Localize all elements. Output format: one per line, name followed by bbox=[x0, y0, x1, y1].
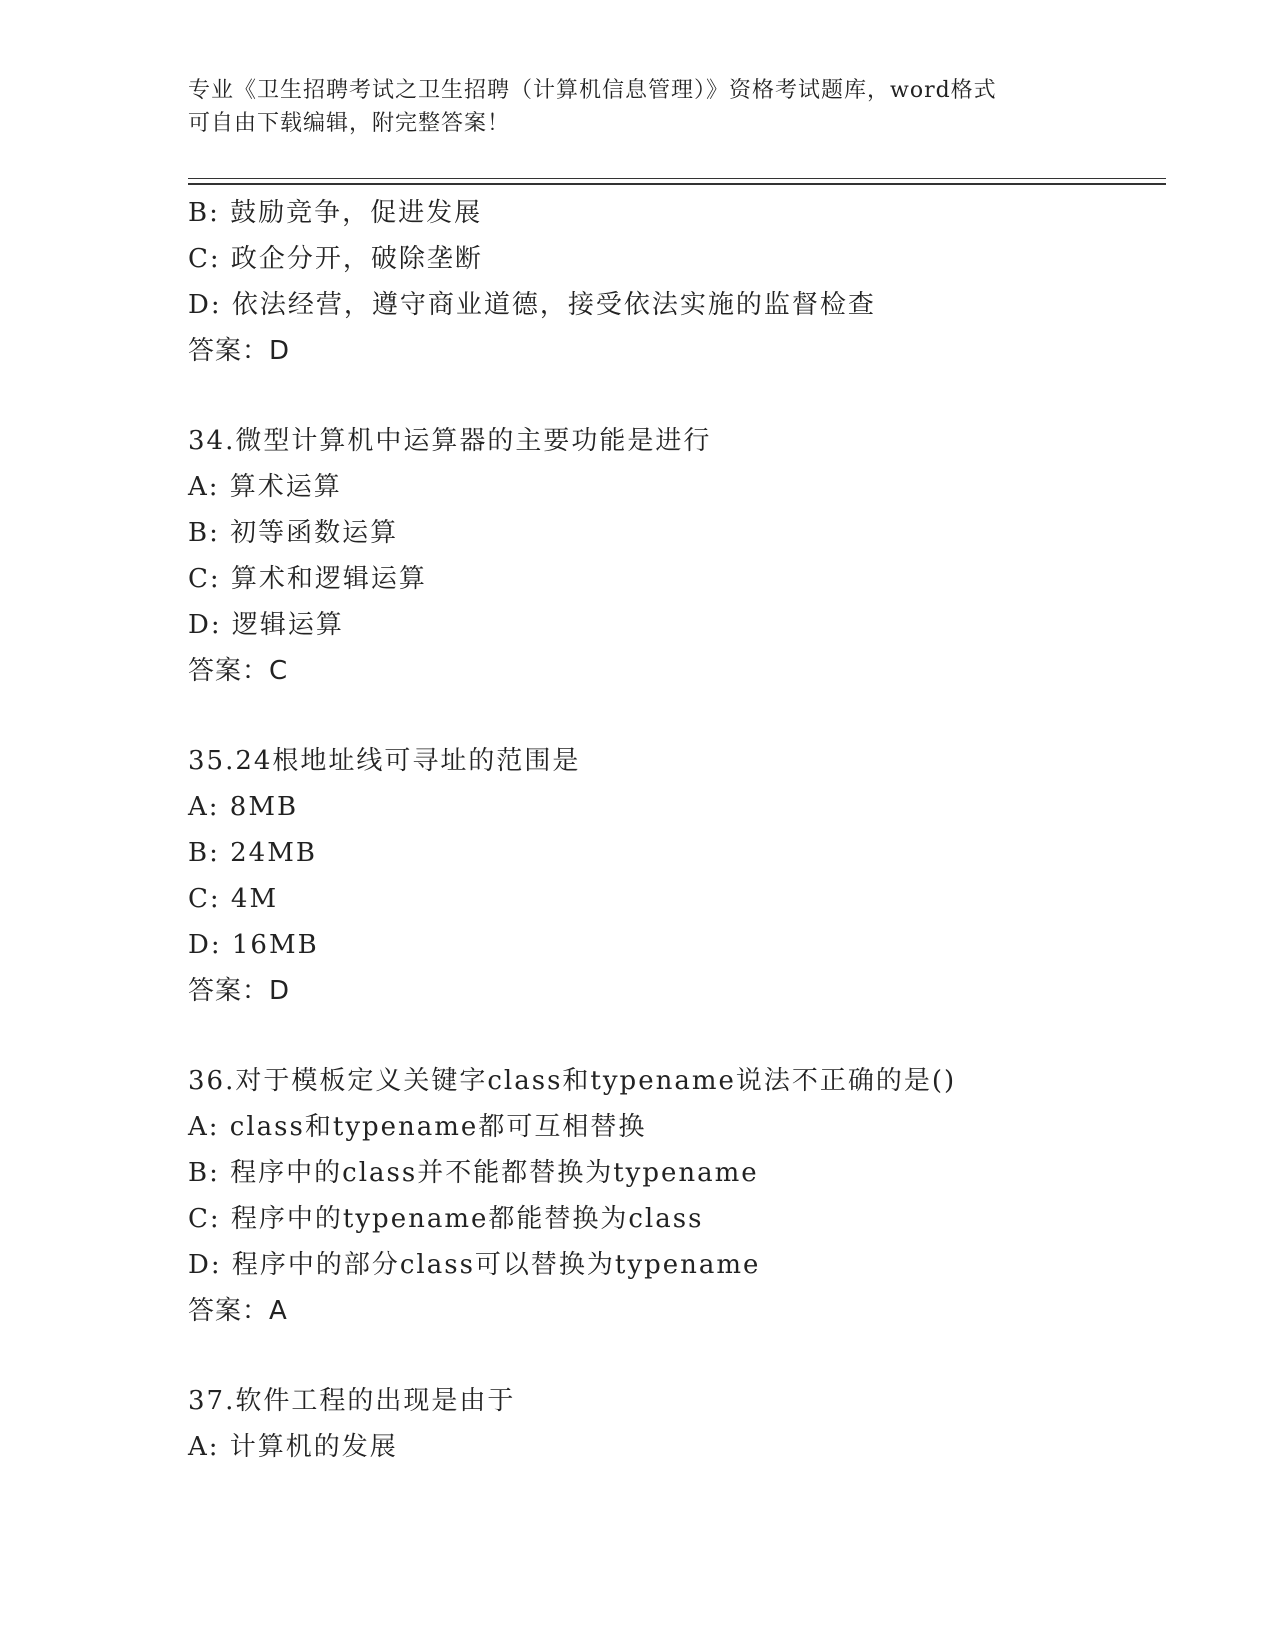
answer-line: 答案：C bbox=[188, 656, 289, 686]
option-b: B: 程序中的class并不能都替换为typename bbox=[188, 1158, 759, 1188]
option-a: A: 算术运算 bbox=[188, 472, 342, 502]
header-divider-thick bbox=[188, 183, 1166, 185]
answer-line: 答案：D bbox=[188, 336, 291, 366]
header-divider-thin bbox=[188, 178, 1166, 179]
option-a: A: 计算机的发展 bbox=[188, 1432, 398, 1462]
header-line-2: 可自由下载编辑，附完整答案！ bbox=[188, 111, 511, 136]
question-stem: 37.软件工程的出现是由于 bbox=[188, 1386, 516, 1416]
question-33 bbox=[188, 190, 1168, 374]
option-c: C: 算术和逻辑运算 bbox=[188, 564, 427, 594]
option-d: D: 依法经营，遵守商业道德，接受依法实施的监督检查 bbox=[188, 290, 876, 320]
answer-line: 答案：D bbox=[188, 976, 291, 1006]
option-d: D: 16MB bbox=[188, 930, 319, 960]
option-c: C: 4M bbox=[188, 884, 279, 914]
answer-line: 答案：A bbox=[188, 1296, 288, 1326]
option-c: C: 程序中的typename都能替换为class bbox=[188, 1204, 704, 1234]
option-c: C: 政企分开，破除垄断 bbox=[188, 244, 483, 274]
option-b: B: 鼓励竞争，促进发展 bbox=[188, 198, 483, 228]
question-35 bbox=[188, 738, 1168, 1014]
question-stem: 35.24根地址线可寻址的范围是 bbox=[188, 746, 581, 776]
header-line-1: 专业《卫生招聘考试之卫生招聘（计算机信息管理）》资格考试题库，word格式 bbox=[188, 78, 997, 103]
document-header bbox=[188, 74, 1088, 140]
option-a: A: class和typename都可互相替换 bbox=[188, 1112, 647, 1142]
option-d: D: 程序中的部分class可以替换为typename bbox=[188, 1250, 761, 1280]
question-37 bbox=[188, 1378, 1168, 1470]
question-stem: 34.微型计算机中运算器的主要功能是进行 bbox=[188, 426, 712, 456]
question-34 bbox=[188, 418, 1168, 694]
option-d: D: 逻辑运算 bbox=[188, 610, 344, 640]
question-list bbox=[188, 190, 1168, 1470]
question-36 bbox=[188, 1058, 1168, 1334]
option-b: B: 初等函数运算 bbox=[188, 518, 399, 548]
question-stem: 36.对于模板定义关键字class和typename说法不正确的是() bbox=[188, 1066, 957, 1096]
option-a: A: 8MB bbox=[188, 792, 299, 822]
option-b: B: 24MB bbox=[188, 838, 317, 868]
